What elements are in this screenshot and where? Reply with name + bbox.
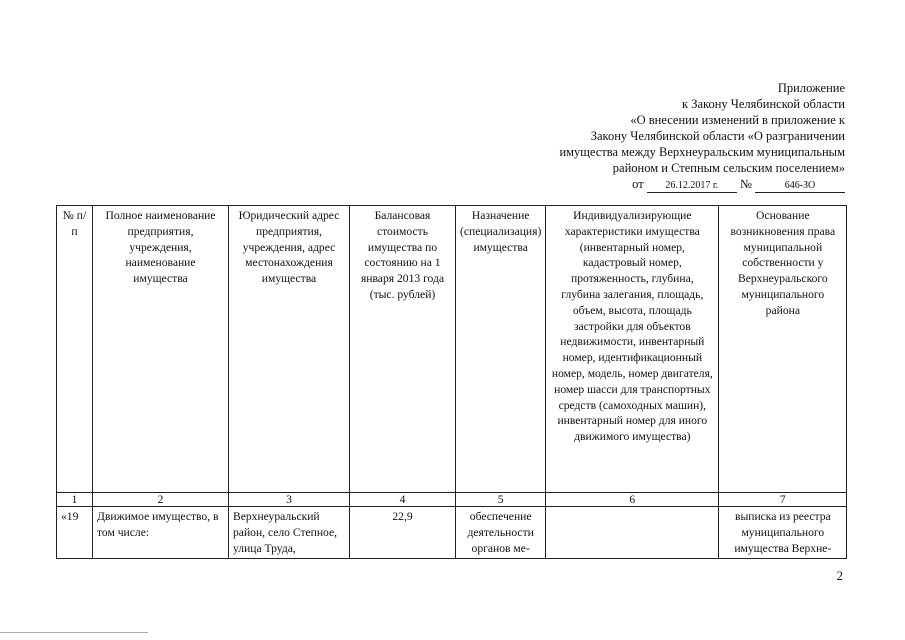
row-name: Движимое имущество, в том числе: (93, 507, 229, 559)
header-cell-basis: Основание возникновения права муниципальной собственности у Верхнеуральского муниципального района (719, 206, 847, 493)
column-number: 2 (93, 493, 229, 507)
header-line: Закону Челябинской области «О разграничении (590, 129, 845, 143)
header-cell-address: Юридический адрес предприятия, учреждения, адрес местонахождения имущества (229, 206, 350, 493)
footer-rule (0, 632, 148, 633)
header-cell-purpose: Назначение (специализация) имущества (456, 206, 546, 493)
column-numbers-row (57, 493, 847, 507)
from-label: от (632, 177, 644, 191)
header-cell-characteristics: Индивидуализирующие характеристики имущества (инвентарный номер, кадастровый номер, протяженность, глубина, глубина залегания, площадь, объем, высота, площадь застройки для объектов недвижимости, инвентарный номер, идентификационный номер, модель, номер двигателя, номер шасси для транспортных средств (самоходных машин), инвентарный номер для иного движимого имущества) (546, 206, 719, 493)
signature-line (425, 176, 845, 193)
header-line: районом и Степным сельским поселением» (612, 161, 845, 175)
table-row (57, 507, 847, 559)
row-address: Верхнеуральский район, село Степное, улица Труда, (229, 507, 350, 559)
header-line: к Закону Челябинской области (682, 97, 845, 111)
row-characteristics (546, 507, 719, 559)
row-value: 22,9 (350, 507, 456, 559)
table-header-row (57, 206, 847, 493)
row-number: «19 (57, 507, 93, 559)
column-number: 7 (719, 493, 847, 507)
property-table (56, 205, 847, 559)
header-cell-name: Полное наименование предприятия, учреждения, наименование имущества (93, 206, 229, 493)
header-line: Приложение (777, 81, 845, 95)
column-number: 4 (350, 493, 456, 507)
header-line: «О внесении изменений в приложение к (630, 113, 845, 127)
row-purpose: обеспечение деятельности органов ме- (456, 507, 546, 559)
law-date: 26.12.2017 г. (647, 179, 737, 193)
law-number: 646-ЗО (755, 179, 845, 193)
header-line: имущества между Верхнеуральским муниципальным (559, 145, 845, 159)
header-cell-number: № п/п (57, 206, 93, 493)
document-header (425, 80, 845, 193)
page-number: 2 (836, 568, 843, 583)
header-cell-value: Балансовая стоимость имущества по состоянию на 1 января 2013 года (тыс. рублей) (350, 206, 456, 493)
number-label: № (739, 177, 752, 191)
row-basis: выписка из реестра муниципального имущества Верхне- (719, 507, 847, 559)
column-number: 1 (57, 493, 93, 507)
column-number: 6 (546, 493, 719, 507)
column-number: 5 (456, 493, 546, 507)
column-number: 3 (229, 493, 350, 507)
